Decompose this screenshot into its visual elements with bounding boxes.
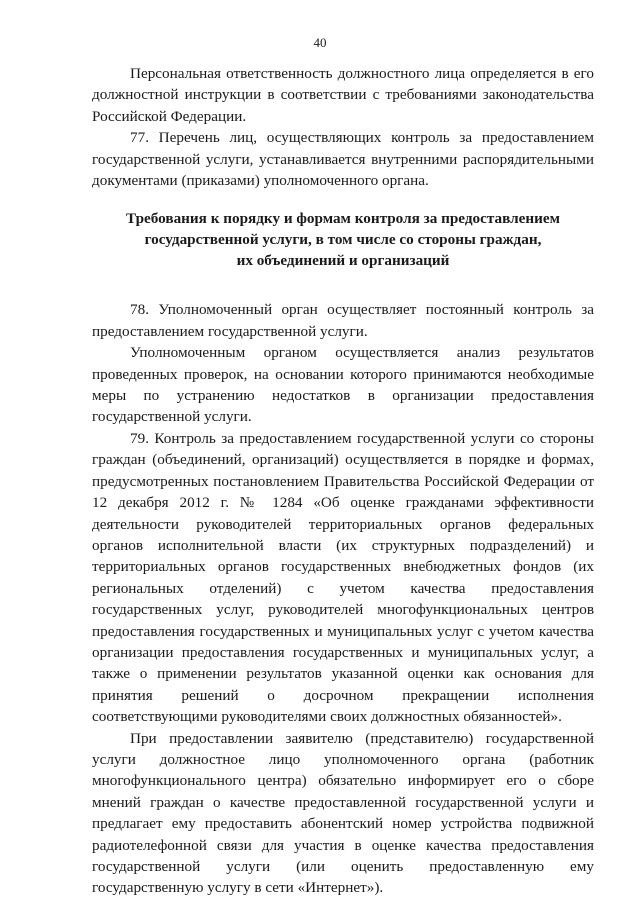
paragraph-responsibility: Персональная ответственность должностного лица определяется в его должностной инструкции в соответствии с требованиями законодательства Российской Федерации. [92,65,594,125]
page-content [92,63,594,899]
paragraph-78: 78. Уполномоченный орган осуществляет постоянный контроль за предоставлением государственной услуги. [92,301,594,340]
paragraph-informing: При предоставлении заявителю (представителю) государственной услуги должностное лицо уполномоченного органа (работник многофункционального центра) обязательно информирует его о сборе мнений граждан о качестве предоставленной государственной услуги и предлагает ему предоставить абонентский номер устройства подвижной радиотелефонной связи для участия в оценке качества предоставления государственной услуги (или оценить предоставленную ему государственную услугу в сети «Интернет»). [92,729,594,897]
paragraph-analysis: Уполномоченным органом осуществляется анализ результатов проведенных проверок, на основании которого принимаются необходимые меры по устранению недостатков в организации предоставления государственной услуги. [92,344,594,426]
section-heading [92,208,594,271]
section-heading-line: государственной услуги, в том числе со стороны граждан, [144,231,542,249]
section-heading-line: их объединений и организаций [236,252,450,270]
paragraph-79: 79. Контроль за предоставлением государственной услуги со стороны граждан (объединений, организаций) осуществляется в порядке и формах, предусмотренных постановлением Правительства Российской Федерации от 12 декабря 2012 г. № 1284 «Об оценке гражданами эффективности деятельности руководителей территориальных органов федеральных органов исполнительной власти (их структурных подразделений) и территориальных органов государственных внебюджетных фондов (их региональных отделений) с учетом качества предоставления государственных услуг, руководителей многофункциональных центров предоставления государственных и муниципальных услуг с учетом качества организации предоставления государственных и муниципальных услуг, а также о применении результатов указанной оценки как основания для принятия решений о досрочном прекращении исполнения соответствующими руководителями своих должностных обязанностей». [92,429,594,726]
section-heading-line: Требования к порядку и формам контроля за предоставлением [126,210,560,228]
paragraph-77: 77. Перечень лиц, осуществляющих контроль за предоставлением государственной услуги, устанавливается внутренними распорядительными документами (приказами) уполномоченного органа. [92,129,594,190]
page-number: 40 [313,35,327,50]
